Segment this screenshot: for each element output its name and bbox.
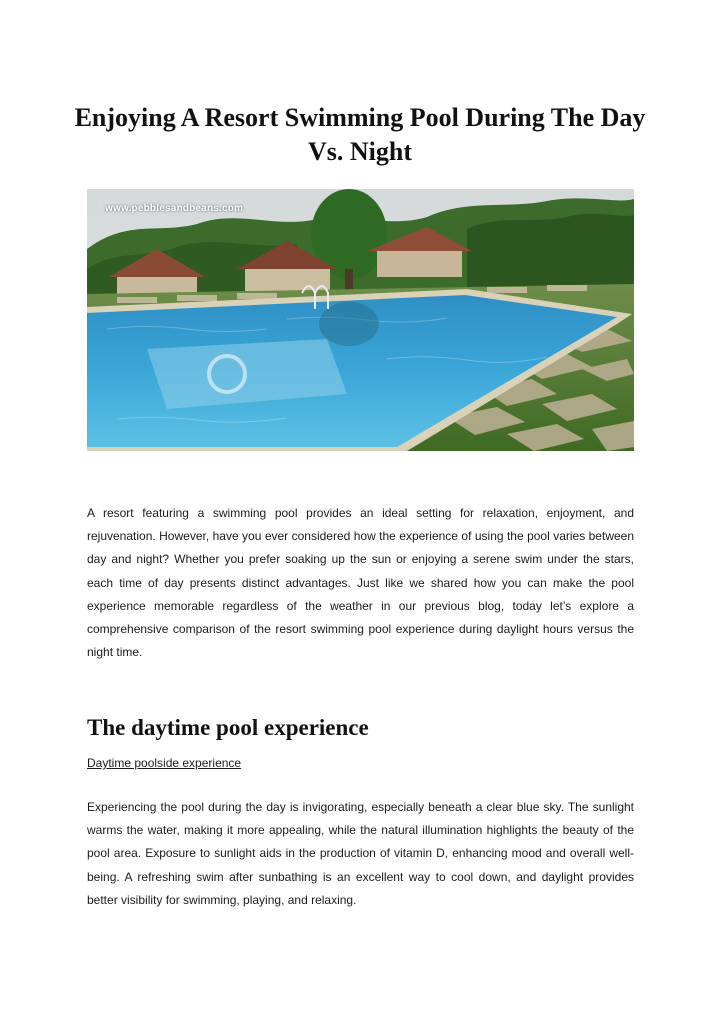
intro-paragraph: A resort featuring a swimming pool provides an ideal setting for relaxation, enjoyment, and rejuvenation. However, have you ever considered how the experience of using the pool varies between day and night? Whether you prefer soaking up the sun or enjoying a serene swim under the stars, each time of day presents distinct advantages. Just like we shared how you can make the pool experience memorable regardless of the weather in our previous blog, today let’s explore a comprehensive comparison of the resort swimming pool experience during daylight hours versus the night time.: [87, 506, 634, 660]
page-title: Enjoying A Resort Swimming Pool During The Day Vs. Night: [74, 103, 646, 167]
section-heading: The daytime pool experience: [87, 715, 369, 741]
section-paragraph: Experiencing the pool during the day is invigorating, especially beneath a clear blue sky. The sunlight warms the water, making it more appealing, while the natural illumination highlights the beauty of the pool area. Exposure to sunlight aids in the production of vitamin D, enhancing mood and overall well-being. A refreshing swim after sunbathing is an excellent way to cool down, and daylight provides better visibility for swimming, playing, and relaxing.: [87, 800, 634, 907]
hero-watermark: www.pebblesandbeans.com: [105, 203, 244, 214]
pool-illustration: [87, 189, 634, 451]
daytime-experience-link[interactable]: Daytime poolside experience: [87, 756, 242, 770]
hero-image: [87, 189, 634, 451]
